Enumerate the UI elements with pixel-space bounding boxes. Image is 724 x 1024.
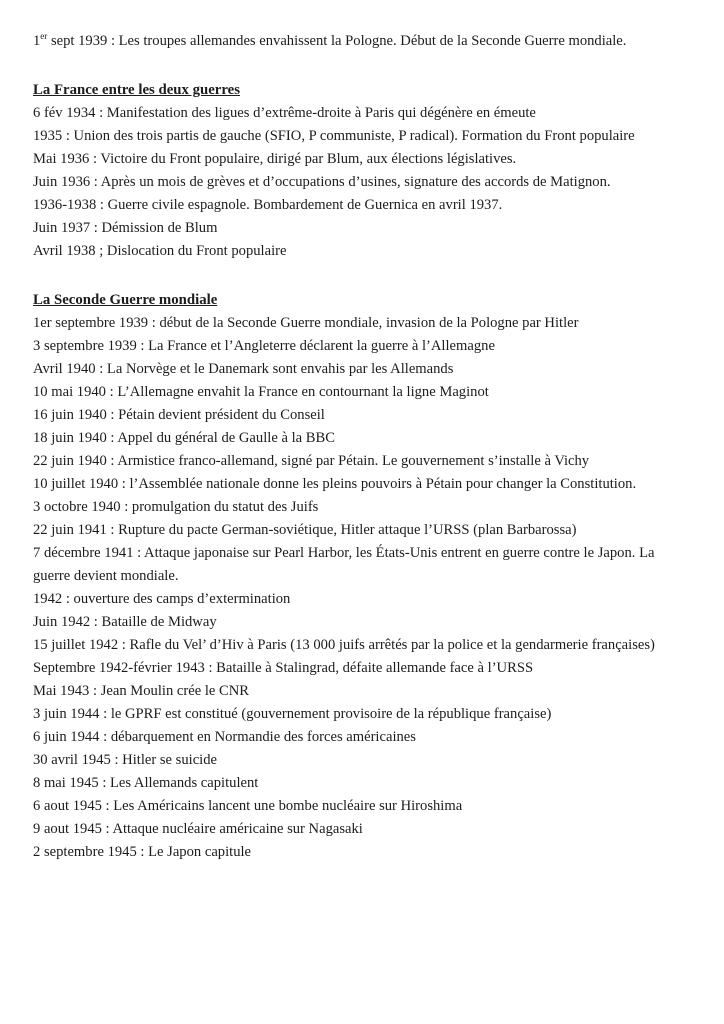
timeline-event: 22 juin 1941 : Rupture du pacte German-soviétique, Hitler attaque l’URSS (plan Barbarossa) [33,522,577,538]
timeline-event: Mai 1943 : Jean Moulin crée le CNR [33,683,250,699]
timeline-event: 3 septembre 1939 : La France et l’Angleterre déclarent la guerre à l’Allemagne [33,338,495,354]
timeline-event: 6 juin 1944 : débarquement en Normandie des forces américaines [33,729,416,745]
timeline-event: Juin 1936 : Après un mois de grèves et d’occupations d’usines, signature des accords de Matignon. [33,174,611,190]
timeline-event: Juin 1937 : Démission de Blum [33,220,218,236]
event-list-ww2 [33,312,691,864]
timeline-event: 10 juillet 1940 : l’Assemblée nationale donne les pleins pouvoirs à Pétain pour changer la Constitution. [33,476,637,492]
timeline-event: 8 mai 1945 : Les Allemands capitulent [33,775,259,791]
intro-date-number: 1 [33,33,41,49]
timeline-event: 30 avril 1945 : Hitler se suicide [33,752,218,768]
timeline-event: 10 mai 1940 : L’Allemagne envahit la France en contournant la ligne Maginot [33,384,489,400]
timeline-event: Avril 1940 : La Norvège et le Danemark sont envahis par les Allemands [33,361,454,377]
intro-line [33,30,691,53]
timeline-event: 1942 : ouverture des camps d’extermination [33,591,291,607]
timeline-event: 6 fév 1934 : Manifestation des ligues d’extrême-droite à Paris qui dégénère en émeute [33,105,536,121]
timeline-event: 6 aout 1945 : Les Américains lancent une bombe nucléaire sur Hiroshima [33,798,463,814]
timeline-event: 16 juin 1940 : Pétain devient président du Conseil [33,407,325,423]
timeline-event: 15 juillet 1942 : Rafle du Vel’ d’Hiv à Paris (13 000 juifs arrêtés par la police et la gendarmerie françaises) [33,637,655,653]
timeline-event: 1935 : Union des trois partis de gauche (SFIO, P communiste, P radical). Formation du Front populaire [33,128,635,144]
ordinal-suffix: er [40,31,48,42]
timeline-event: 3 octobre 1940 : promulgation du statut des Juifs [33,499,319,515]
section-heading-interwar: La France entre les deux guerres [33,82,240,98]
timeline-event: 1936-1938 : Guerre civile espagnole. Bombardement de Guernica en avril 1937. [33,197,503,213]
timeline-event: 2 septembre 1945 : Le Japon capitule [33,844,252,860]
timeline-event: 9 aout 1945 : Attaque nucléaire américaine sur Nagasaki [33,821,363,837]
timeline-event: Juin 1942 : Bataille de Midway [33,614,217,630]
timeline-event: 7 décembre 1941 : Attaque japonaise sur Pearl Harbor, les États-Unis entrent en guerre contre le Japon. La guerre devient mondiale. [33,545,655,584]
event-list-interwar [33,102,691,263]
timeline-event: 22 juin 1940 : Armistice franco-allemand, signé par Pétain. Le gouvernement s’installe à Vichy [33,453,590,469]
section-ww2 [33,289,691,864]
intro-text: sept 1939 : Les troupes allemandes envahissent la Pologne. Début de la Seconde Guerre mondiale. [47,33,627,49]
timeline-event: Avril 1938 ; Dislocation du Front populaire [33,243,287,259]
timeline-event: 18 juin 1940 : Appel du général de Gaulle à la BBC [33,430,335,446]
timeline-event: 3 juin 1944 : le GPRF est constitué (gouvernement provisoire de la république française) [33,706,552,722]
section-heading-ww2: La Seconde Guerre mondiale [33,292,218,308]
timeline-event: Mai 1936 : Victoire du Front populaire, dirigé par Blum, aux élections législatives. [33,151,517,167]
timeline-event: Septembre 1942-février 1943 : Bataille à Stalingrad, défaite allemande face à l’URSS [33,660,534,676]
section-interwar-france [33,79,691,263]
timeline-event: 1er septembre 1939 : début de la Seconde Guerre mondiale, invasion de la Pologne par Hitler [33,315,579,331]
